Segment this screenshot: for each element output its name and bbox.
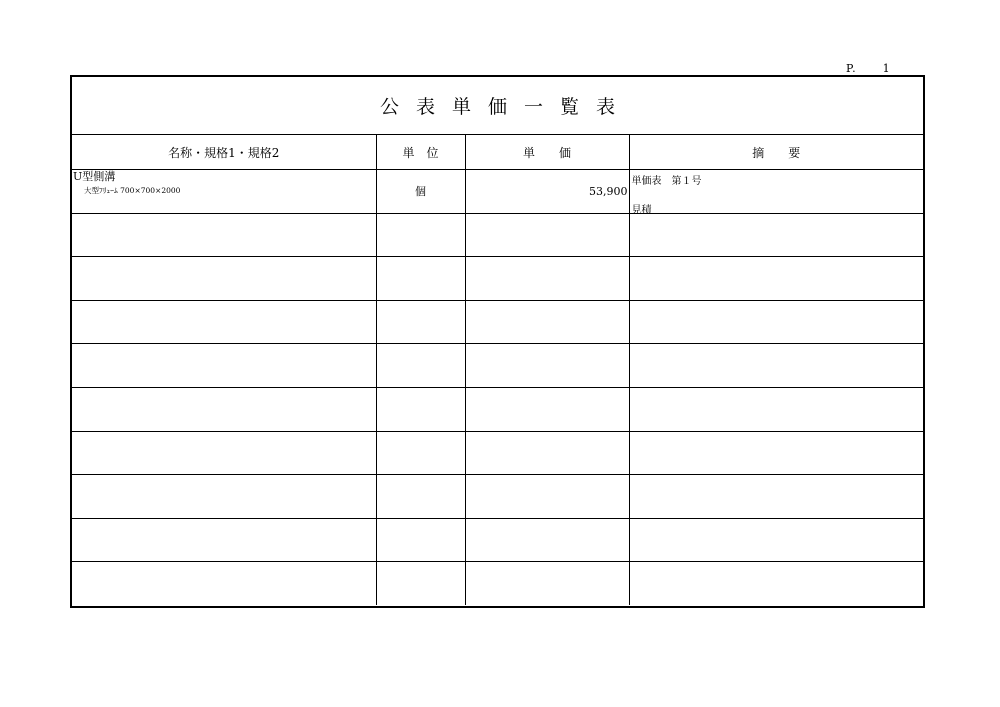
item-unit bbox=[377, 432, 465, 475]
item-name: U型側溝 bbox=[73, 170, 116, 183]
cell-unit bbox=[376, 300, 465, 344]
table-row bbox=[72, 344, 923, 388]
cell-note bbox=[629, 518, 923, 562]
header-name: 名称・規格1・規格2 bbox=[72, 135, 376, 170]
cell-name bbox=[72, 344, 376, 388]
item-unit bbox=[377, 257, 465, 300]
cell-name bbox=[72, 213, 376, 257]
page-title: 公表単価一覧表 bbox=[379, 96, 632, 118]
item-note-primary: 単価表 第１号 bbox=[631, 176, 702, 187]
cell-note bbox=[629, 562, 923, 605]
cell-unit bbox=[376, 257, 465, 301]
cell-price bbox=[465, 213, 629, 257]
header-unit: 単 位 bbox=[376, 135, 465, 170]
item-unit bbox=[377, 519, 465, 562]
item-unit bbox=[377, 475, 465, 518]
cell-price bbox=[465, 518, 629, 562]
table-row bbox=[72, 257, 923, 301]
cell-name bbox=[72, 518, 376, 562]
header-row bbox=[72, 135, 923, 170]
item-unit bbox=[377, 301, 465, 344]
cell-note bbox=[629, 300, 923, 344]
item-unit bbox=[377, 344, 465, 387]
cell-unit bbox=[376, 387, 465, 431]
item-spec: 大型ﾌﾘｭｰﾑ 700×700×2000 bbox=[84, 186, 181, 195]
table-row bbox=[72, 213, 923, 257]
cell-unit bbox=[376, 213, 465, 257]
item-unit bbox=[377, 562, 465, 605]
cell-note bbox=[629, 257, 923, 301]
table-row bbox=[72, 300, 923, 344]
cell-name bbox=[72, 475, 376, 519]
cell-price bbox=[465, 431, 629, 475]
cell-unit bbox=[376, 475, 465, 519]
item-unit bbox=[377, 214, 465, 257]
cell-note bbox=[629, 213, 923, 257]
cell-note bbox=[629, 387, 923, 431]
table-row bbox=[72, 170, 923, 214]
item-unit: 個 bbox=[415, 185, 426, 199]
cell-price bbox=[465, 170, 629, 214]
header-price: 単 価 bbox=[465, 135, 629, 170]
header-note: 摘 要 bbox=[629, 135, 923, 170]
cell-price bbox=[465, 257, 629, 301]
table-row bbox=[72, 387, 923, 431]
table-row bbox=[72, 518, 923, 562]
cell-price bbox=[465, 475, 629, 519]
cell-note bbox=[629, 344, 923, 388]
cell-name bbox=[72, 431, 376, 475]
cell-unit bbox=[376, 431, 465, 475]
cell-price bbox=[465, 300, 629, 344]
table-row bbox=[72, 431, 923, 475]
cell-name bbox=[72, 387, 376, 431]
cell-name bbox=[72, 170, 376, 214]
cell-price bbox=[465, 387, 629, 431]
cell-name bbox=[72, 562, 376, 605]
item-unit bbox=[377, 388, 465, 431]
item-note-secondary: 見積 bbox=[631, 205, 652, 216]
cell-note bbox=[629, 431, 923, 475]
title-row bbox=[72, 77, 923, 135]
cell-unit bbox=[376, 518, 465, 562]
price-list-sheet bbox=[70, 75, 925, 608]
table-body bbox=[72, 170, 923, 605]
table-row bbox=[72, 562, 923, 605]
cell-unit bbox=[376, 344, 465, 388]
page-number bbox=[846, 62, 891, 75]
cell-unit bbox=[376, 562, 465, 605]
item-price: 53,900 bbox=[589, 185, 628, 198]
cell-unit bbox=[376, 170, 465, 214]
price-table bbox=[72, 135, 923, 605]
table-row bbox=[72, 475, 923, 519]
cell-name bbox=[72, 300, 376, 344]
cell-price bbox=[465, 562, 629, 605]
page-number-value: 1 bbox=[882, 62, 891, 75]
cell-note bbox=[629, 475, 923, 519]
cell-name bbox=[72, 257, 376, 301]
cell-price bbox=[465, 344, 629, 388]
page-label: P. bbox=[846, 62, 857, 75]
cell-note bbox=[629, 170, 923, 214]
